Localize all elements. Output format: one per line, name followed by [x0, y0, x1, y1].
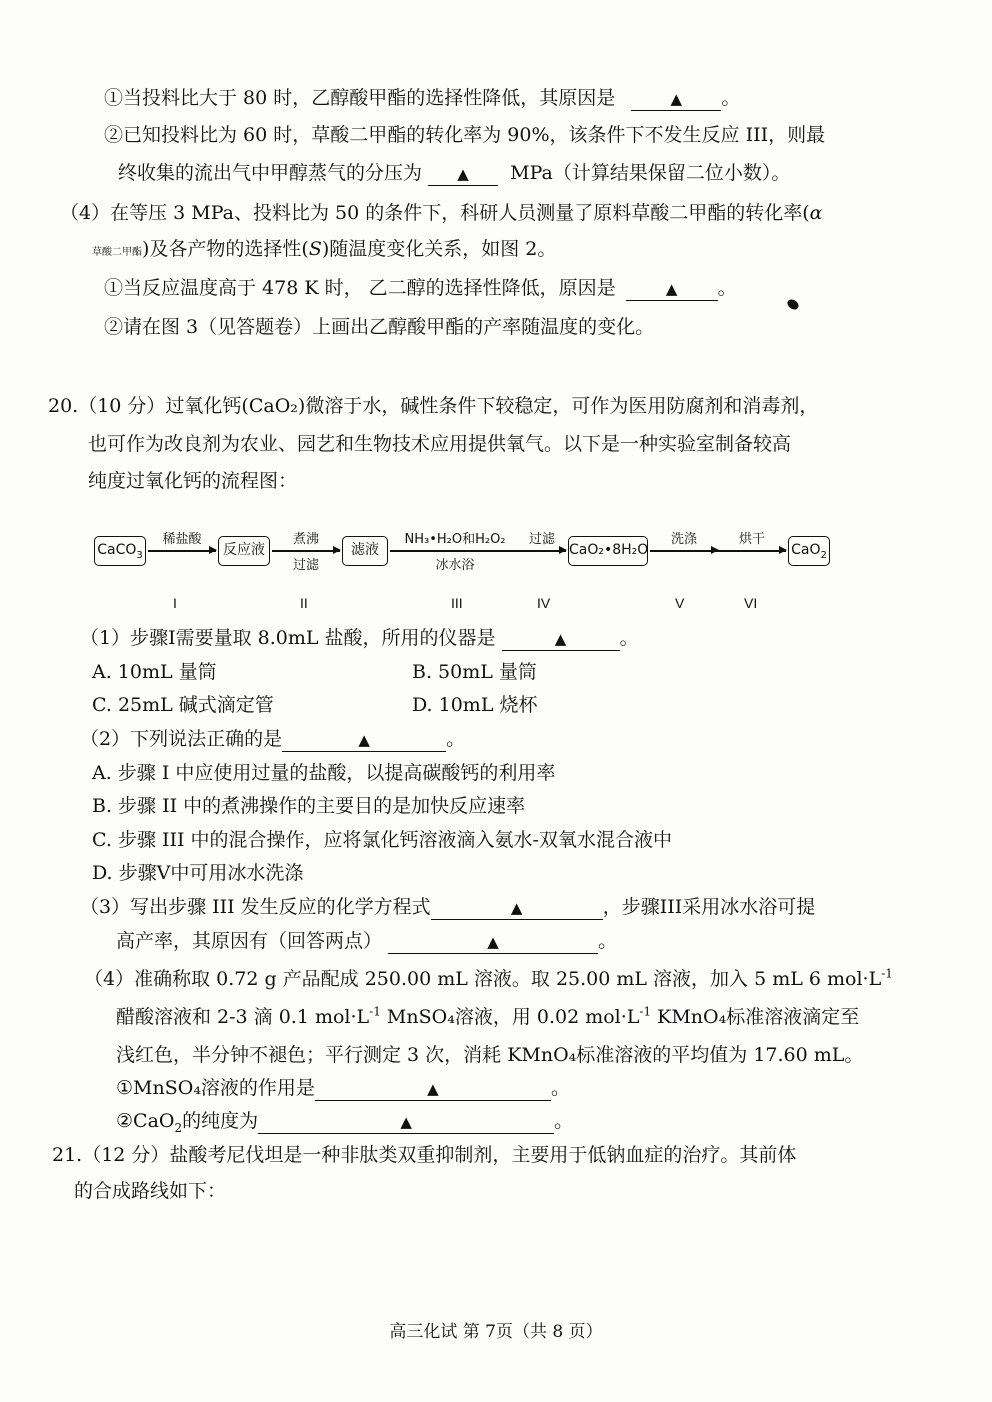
answer-blank[interactable]: [626, 277, 718, 301]
triangle-mark-icon: ▲: [487, 933, 499, 951]
flow-arrow-2-label-top: 煮沸: [292, 532, 319, 547]
q20-intro-2: 也可作为改良剂为农业、园艺和生物技术应用提供氧气。以下是一种实验室制备较高: [88, 433, 792, 455]
q20-1: （1）步骤I需要量取 8.0mL 盐酸，所用的仪器是 ▲ 。: [80, 627, 639, 649]
flow-arrow-3: [390, 550, 566, 552]
triangle-mark-icon: ▲: [665, 280, 678, 298]
q19-4-1: ①当反应温度高于 478 K 时， 乙二醇的选择性降低，原因是 ▲ 。: [104, 277, 737, 299]
q20-1-option-a[interactable]: A. 10mL 量筒: [92, 661, 217, 683]
q20-intro-3: 纯度过氧化钙的流程图：: [88, 470, 298, 492]
answer-blank[interactable]: [258, 1110, 554, 1134]
flow-arrow-6-label: 烘干: [738, 532, 765, 547]
step-label-6: VI: [744, 595, 758, 611]
q19-4-2: ②请在图 3（见答题卷）上画出乙醇酸甲酯的产率随温度的变化。: [104, 316, 655, 338]
q20-2-option-b[interactable]: B. 步骤 II 中的煮沸操作的主要目的是加快反应速率: [92, 795, 526, 817]
q20-1-option-d[interactable]: D. 10mL 烧杯: [412, 694, 538, 716]
flow-arrow-4-label: 过滤: [528, 532, 555, 547]
q20-4-line-b: 醋酸溶液和 2-3 滴 0.1 $mol\cdot L^{-1}$ MnSO₄溶液，用 0.02 $mol\cdot L^{-1}$ KMnO₄标准溶液滴定至: [116, 1004, 860, 1028]
q20-intro-1: 20.（10 分）过氧化钙(CaO₂)微溶于水，碱性条件下较稳定，可作为医用防腐剂和消毒剂，: [48, 395, 819, 417]
q20-4-line-c: 浅红色，半分钟不褪色；平行测定 3 次，消耗 KMnO₄标准溶液的平均值为 17.60 mL。: [116, 1044, 864, 1066]
q21-line-2: 的合成路线如下：: [74, 1180, 227, 1202]
flow-arrow-2: [272, 550, 340, 552]
step-label-1: I: [173, 595, 177, 611]
flow-arrow-2-label-bottom: 过滤: [292, 558, 319, 573]
answer-blank[interactable]: [282, 728, 446, 752]
answer-blank[interactable]: [315, 1077, 551, 1101]
step-label-3: III: [451, 595, 463, 611]
q20-4-1: ①MnSO₄溶液的作用是 ▲ 。: [116, 1077, 570, 1099]
flow-arrow-5: [650, 550, 718, 552]
q19-3-1-text: ①当投料比大于 80 时，乙醇酸甲酯的选择性降低，其原因是: [104, 87, 616, 109]
q20-3-line-b: 高产率，其原因有（回答两点） ▲ 。: [116, 930, 618, 952]
flow-arrow-1: [148, 550, 216, 552]
flow-arrow-5-label: 洗涤: [670, 532, 697, 547]
flow-box-cao2: CaO$_2$: [788, 536, 830, 566]
answer-blank[interactable]: [631, 87, 721, 111]
q20-4-line-a: （4）准确称取 0.72 g 产品配成 250.00 mL 溶液。取 25.00 mL 溶液，加入 5 mL 6 $mol\cdot L^{-1}$: [84, 966, 893, 990]
q20-3-line-a: （3）写出步骤 III 发生反应的化学方程式 ▲ ，步骤III采用冰水浴可提: [80, 896, 816, 918]
answer-blank[interactable]: [428, 162, 498, 186]
triangle-mark-icon: ▲: [670, 90, 683, 108]
triangle-mark-icon: ▲: [400, 1113, 412, 1131]
flow-box-cao2-8h2o: CaO₂•8H₂O: [568, 536, 648, 566]
triangle-mark-icon: ▲: [457, 165, 469, 183]
page-footer: 高三化试 第 7页（共 8 页）: [389, 1322, 603, 1342]
flow-chart: [92, 532, 832, 572]
flow-arrow-6: [718, 550, 786, 552]
flow-arrow-1-label: 稀盐酸: [162, 532, 202, 547]
flow-box-filtrate: 滤液: [342, 536, 388, 566]
q20-1-option-b[interactable]: B. 50mL 量筒: [412, 661, 537, 683]
q20-4-2: ②CaO$_2$的纯度为 ▲ 。: [116, 1110, 574, 1135]
q19-4-line-b: 草酸二甲酯)及各产物的选择性(S)随温度变化关系，如图 2。: [92, 238, 557, 260]
flow-arrow-3-label-bottom: 冰水浴: [435, 558, 475, 573]
answer-blank[interactable]: [388, 930, 598, 954]
q20-2-option-c[interactable]: C. 步骤 III 中的混合操作，应将氯化钙溶液滴入氨水-双氧水混合液中: [92, 829, 672, 851]
flow-box-caco3: CaCO$_3$: [94, 536, 146, 566]
answer-blank[interactable]: [431, 896, 603, 920]
ink-speck: [786, 297, 801, 311]
q20-2: （2）下列说法正确的是 ▲ 。: [80, 728, 466, 750]
triangle-mark-icon: ▲: [427, 1080, 439, 1098]
flow-box-reaction-liquid: 反应液: [218, 536, 270, 566]
q19-3-1: ①当投料比大于 80 时，乙醇酸甲酯的选择性降低，其原因是 ▲ 。: [104, 87, 741, 109]
step-label-4: IV: [537, 595, 551, 611]
q20-2-option-a[interactable]: A. 步骤 I 中应使用过量的盐酸，以提高碳酸钙的利用率: [92, 762, 556, 784]
q21-line-1: 21.（12 分）盐酸考尼伐坦是一种非肽类双重抑制剂，主要用于低钠血症的治疗。其前体: [52, 1144, 797, 1166]
q20-1-option-c[interactable]: C. 25mL 碱式滴定管: [92, 694, 274, 716]
q19-3-2-line-a: ②已知投料比为 60 时，草酸二甲酯的转化率为 90%，该条件下不发生反应 III，则最: [104, 124, 826, 146]
q20-2-option-d[interactable]: D. 步骤V中可用冰水洗涤: [92, 862, 304, 884]
triangle-mark-icon: ▲: [358, 731, 370, 749]
triangle-mark-icon: ▲: [510, 899, 523, 917]
q19-4-line-a: （4）在等压 3 MPa、投料比为 50 的条件下，科研人员测量了原料草酸二甲酯的转化率(α: [60, 202, 823, 224]
flow-arrow-3-label-top: NH₃•H₂O和H₂O₂: [404, 532, 506, 547]
step-label-2: II: [300, 595, 308, 611]
triangle-mark-icon: ▲: [554, 630, 567, 648]
q19-3-2-line-b: 终收集的流出气中甲醇蒸气的分压为 ▲ MPa（计算结果保留二位小数）。: [118, 162, 791, 184]
step-label-5: V: [675, 595, 685, 611]
answer-blank[interactable]: [502, 627, 620, 651]
